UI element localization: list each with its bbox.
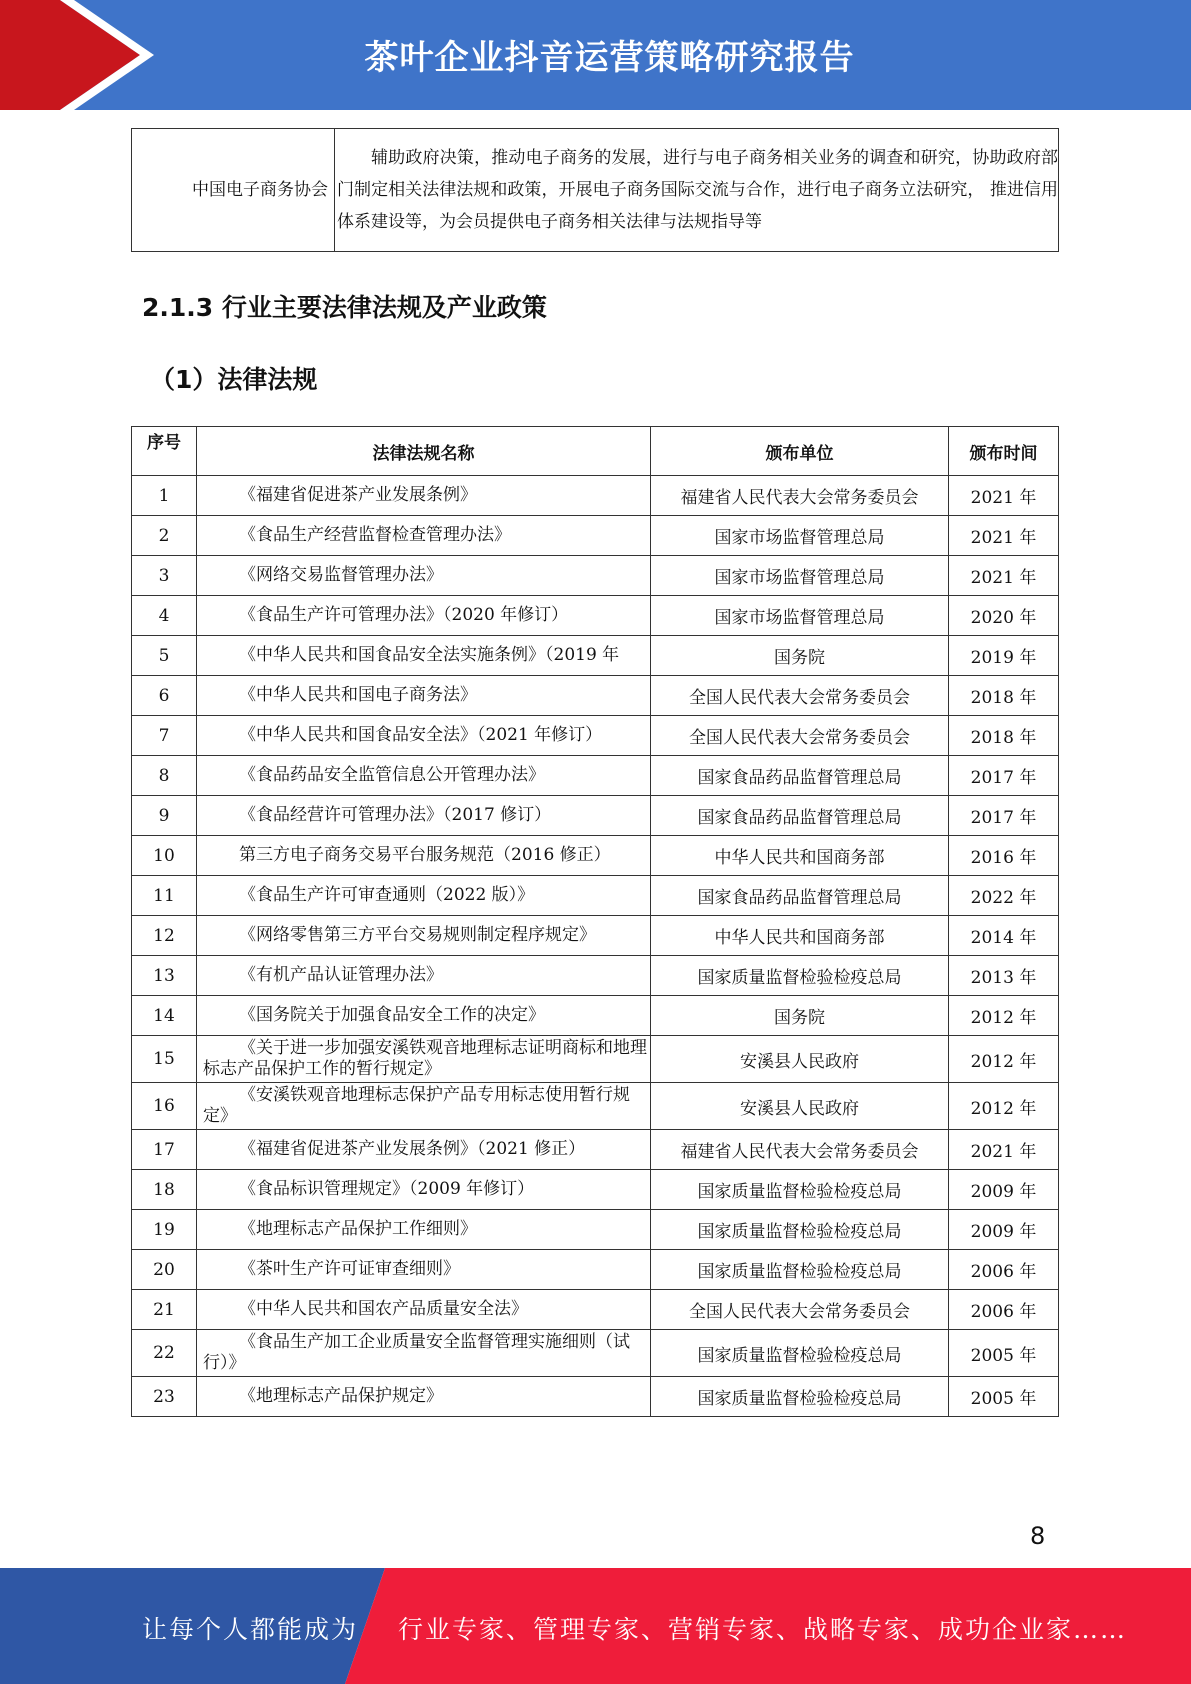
issue-year: 2005 年 bbox=[949, 1377, 1059, 1417]
issuer: 国家食品药品监督管理总局 bbox=[651, 876, 949, 916]
issue-year: 2006 年 bbox=[949, 1250, 1059, 1290]
law-table-header bbox=[132, 427, 1059, 476]
row-number: 10 bbox=[132, 836, 197, 876]
row-number: 4 bbox=[132, 596, 197, 636]
issuer: 国家质量监督检验检疫总局 bbox=[651, 1377, 949, 1417]
issuer: 安溪县人民政府 bbox=[651, 1083, 949, 1130]
table-row bbox=[132, 1170, 1059, 1210]
issuer: 国家质量监督检验检疫总局 bbox=[651, 1250, 949, 1290]
row-number: 18 bbox=[132, 1170, 197, 1210]
issue-year: 2013 年 bbox=[949, 956, 1059, 996]
row-number: 23 bbox=[132, 1377, 197, 1417]
table-row bbox=[132, 476, 1059, 516]
row-number: 1 bbox=[132, 476, 197, 516]
row-number: 7 bbox=[132, 716, 197, 756]
issue-year: 2012 年 bbox=[949, 996, 1059, 1036]
row-number: 2 bbox=[132, 516, 197, 556]
table-row bbox=[132, 1210, 1059, 1250]
law-name: 《网络交易监督管理办法》 bbox=[239, 565, 443, 585]
org-row bbox=[132, 129, 1059, 252]
table-row bbox=[132, 996, 1059, 1036]
row-number: 12 bbox=[132, 916, 197, 956]
table-row bbox=[132, 1377, 1059, 1417]
law-name: 《关于进一步加强安溪铁观音地理标志证明商标和地理 标志产品保护工作的暂行规定》 bbox=[203, 1038, 647, 1079]
issuer: 国家市场监督管理总局 bbox=[651, 556, 949, 596]
issuer: 全国人民代表大会常务委员会 bbox=[651, 716, 949, 756]
law-name-cell bbox=[197, 876, 651, 916]
issuer: 国家质量监督检验检疫总局 bbox=[651, 1330, 949, 1377]
issue-year: 2021 年 bbox=[949, 1130, 1059, 1170]
footer-slogan-right: 行业专家、管理专家、营销专家、战略专家、成功企业家…… bbox=[398, 1615, 1128, 1644]
issue-year: 2017 年 bbox=[949, 756, 1059, 796]
law-name: 《福建省促进茶产业发展条例》（2021 修正） bbox=[239, 1139, 586, 1159]
footer-slogan-left: 让每个人都能成为 bbox=[142, 1615, 359, 1644]
law-name: 《食品标识管理规定》（2009 年修订） bbox=[239, 1179, 535, 1199]
law-name: 《地理标志产品保护规定》 bbox=[239, 1386, 443, 1406]
law-name: 《茶叶生产许可证审查细则》 bbox=[239, 1259, 460, 1279]
law-name-cell bbox=[197, 716, 651, 756]
row-number: 8 bbox=[132, 756, 197, 796]
law-name: 《国务院关于加强食品安全工作的决定》 bbox=[239, 1005, 545, 1025]
law-name-cell bbox=[197, 836, 651, 876]
table-row bbox=[132, 716, 1059, 756]
table-row bbox=[132, 1250, 1059, 1290]
row-number: 6 bbox=[132, 676, 197, 716]
table-row bbox=[132, 556, 1059, 596]
law-name-cell bbox=[197, 796, 651, 836]
issue-year: 2005 年 bbox=[949, 1330, 1059, 1377]
law-name-cell bbox=[197, 1083, 651, 1130]
law-name-cell bbox=[197, 1130, 651, 1170]
law-name-cell bbox=[197, 636, 651, 676]
table-row bbox=[132, 836, 1059, 876]
law-table-body bbox=[132, 476, 1059, 1417]
issuer: 国家食品药品监督管理总局 bbox=[651, 756, 949, 796]
table-row bbox=[132, 956, 1059, 996]
issue-year: 2012 年 bbox=[949, 1036, 1059, 1083]
table-row bbox=[132, 596, 1059, 636]
issue-year: 2022 年 bbox=[949, 876, 1059, 916]
law-name-cell bbox=[197, 1170, 651, 1210]
issuer: 国家市场监督管理总局 bbox=[651, 516, 949, 556]
report-title: 茶叶企业抖音运营策略研究报告 bbox=[364, 38, 855, 78]
section-title: 2.1.3 行业主要法律法规及产业政策 bbox=[142, 293, 547, 322]
table-row bbox=[132, 916, 1059, 956]
law-name-cell bbox=[197, 516, 651, 556]
law-name-cell bbox=[197, 1210, 651, 1250]
law-name: 《中华人民共和国食品安全法》（2021 年修订） bbox=[239, 725, 603, 745]
table-row bbox=[132, 796, 1059, 836]
issue-year: 2009 年 bbox=[949, 1170, 1059, 1210]
law-name-cell bbox=[197, 996, 651, 1036]
row-number: 5 bbox=[132, 636, 197, 676]
issue-year: 2018 年 bbox=[949, 676, 1059, 716]
law-name-cell bbox=[197, 556, 651, 596]
row-number: 22 bbox=[132, 1330, 197, 1377]
issue-year: 2021 年 bbox=[949, 516, 1059, 556]
issue-year: 2020 年 bbox=[949, 596, 1059, 636]
law-name-cell bbox=[197, 1330, 651, 1377]
sub-title: （1）法律法规 bbox=[150, 365, 318, 394]
issuer: 中华人民共和国商务部 bbox=[651, 916, 949, 956]
header-year: 颁布时间 bbox=[949, 427, 1059, 476]
row-number: 20 bbox=[132, 1250, 197, 1290]
issuer: 国家食品药品监督管理总局 bbox=[651, 796, 949, 836]
row-number: 13 bbox=[132, 956, 197, 996]
issuer: 国家质量监督检验检疫总局 bbox=[651, 1210, 949, 1250]
table-row bbox=[132, 636, 1059, 676]
page-footer bbox=[0, 1568, 1191, 1684]
org-name: 中国电子商务协会 bbox=[132, 129, 335, 252]
issue-year: 2017 年 bbox=[949, 796, 1059, 836]
row-number: 14 bbox=[132, 996, 197, 1036]
table-row bbox=[132, 676, 1059, 716]
law-name-cell bbox=[197, 476, 651, 516]
issuer: 国家质量监督检验检疫总局 bbox=[651, 956, 949, 996]
issuer: 国家市场监督管理总局 bbox=[651, 596, 949, 636]
law-name: 《网络零售第三方平台交易规则制定程序规定》 bbox=[239, 925, 596, 945]
header-issuer: 颁布单位 bbox=[651, 427, 949, 476]
law-name: 《福建省促进茶产业发展条例》 bbox=[239, 485, 477, 505]
issue-year: 2021 年 bbox=[949, 556, 1059, 596]
law-name: 《有机产品认证管理办法》 bbox=[239, 965, 443, 985]
law-name-cell bbox=[197, 956, 651, 996]
row-number: 19 bbox=[132, 1210, 197, 1250]
issue-year: 2016 年 bbox=[949, 836, 1059, 876]
law-name-cell bbox=[197, 1250, 651, 1290]
issuer: 安溪县人民政府 bbox=[651, 1036, 949, 1083]
table-row bbox=[132, 516, 1059, 556]
issuer: 全国人民代表大会常务委员会 bbox=[651, 1290, 949, 1330]
law-name-cell bbox=[197, 1036, 651, 1083]
issuer: 国家质量监督检验检疫总局 bbox=[651, 1170, 949, 1210]
issuer: 国务院 bbox=[651, 636, 949, 676]
table-row bbox=[132, 1330, 1059, 1377]
law-name: 《食品经营许可管理办法》（2017 修订） bbox=[239, 805, 552, 825]
law-name: 《食品生产许可审查通则（2022 版）》 bbox=[239, 885, 535, 905]
law-name: 《食品生产加工企业质量安全监督管理实施细则（试行）》 bbox=[203, 1332, 630, 1373]
table-row bbox=[132, 876, 1059, 916]
law-name: 《地理标志产品保护工作细则》 bbox=[239, 1219, 477, 1239]
page-number: 8 bbox=[1030, 1522, 1046, 1550]
issue-year: 2021 年 bbox=[949, 476, 1059, 516]
issuer: 全国人民代表大会常务委员会 bbox=[651, 676, 949, 716]
law-name: 《中华人民共和国电子商务法》 bbox=[239, 685, 477, 705]
org-description: 辅助政府决策，推动电子商务的发展，进行与电子商务相关业务的调查和研究，协助政府部门制定相关法律法规和政策，开展电子商务国际交流与合作，进行电子商务立法研究， 推进信用体系建设等，为会员提供电子商务相关法律与法规指导等 bbox=[335, 129, 1059, 252]
law-name: 《中华人民共和国农产品质量安全法》 bbox=[239, 1299, 528, 1319]
issuer: 中华人民共和国商务部 bbox=[651, 836, 949, 876]
header-name: 法律法规名称 bbox=[197, 427, 651, 476]
row-number: 16 bbox=[132, 1083, 197, 1130]
law-name: 《安溪铁观音地理标志保护产品专用标志使用暂行规定》 bbox=[203, 1085, 630, 1126]
issue-year: 2019 年 bbox=[949, 636, 1059, 676]
row-number: 21 bbox=[132, 1290, 197, 1330]
issue-year: 2009 年 bbox=[949, 1210, 1059, 1250]
issue-year: 2012 年 bbox=[949, 1083, 1059, 1130]
law-name-cell bbox=[197, 756, 651, 796]
issuer: 福建省人民代表大会常务委员会 bbox=[651, 476, 949, 516]
issue-year: 2018 年 bbox=[949, 716, 1059, 756]
table-row bbox=[132, 1083, 1059, 1130]
table-row bbox=[132, 1036, 1059, 1083]
law-table bbox=[131, 426, 1059, 1417]
row-number: 15 bbox=[132, 1036, 197, 1083]
issuer: 国务院 bbox=[651, 996, 949, 1036]
row-number: 3 bbox=[132, 556, 197, 596]
law-name: 《食品生产许可管理办法》（2020 年修订） bbox=[239, 605, 569, 625]
law-name-cell bbox=[197, 596, 651, 636]
law-name: 《中华人民共和国食品安全法实施条例》（2019 年 bbox=[239, 645, 620, 665]
table-row bbox=[132, 756, 1059, 796]
header-no: 序号 bbox=[132, 427, 197, 476]
row-number: 11 bbox=[132, 876, 197, 916]
law-name-cell bbox=[197, 676, 651, 716]
org-table bbox=[131, 128, 1059, 252]
law-name: 《食品生产经营监督检查管理办法》 bbox=[239, 525, 511, 545]
issue-year: 2014 年 bbox=[949, 916, 1059, 956]
law-name-cell bbox=[197, 916, 651, 956]
issue-year: 2006 年 bbox=[949, 1290, 1059, 1330]
row-number: 17 bbox=[132, 1130, 197, 1170]
law-name-cell bbox=[197, 1377, 651, 1417]
page-header bbox=[0, 0, 1191, 110]
issuer: 福建省人民代表大会常务委员会 bbox=[651, 1130, 949, 1170]
law-name: 《食品药品安全监管信息公开管理办法》 bbox=[239, 765, 545, 785]
law-name: 第三方电子商务交易平台服务规范（2016 修正） bbox=[239, 845, 611, 865]
table-row bbox=[132, 1290, 1059, 1330]
table-row bbox=[132, 1130, 1059, 1170]
row-number: 9 bbox=[132, 796, 197, 836]
law-name-cell bbox=[197, 1290, 651, 1330]
